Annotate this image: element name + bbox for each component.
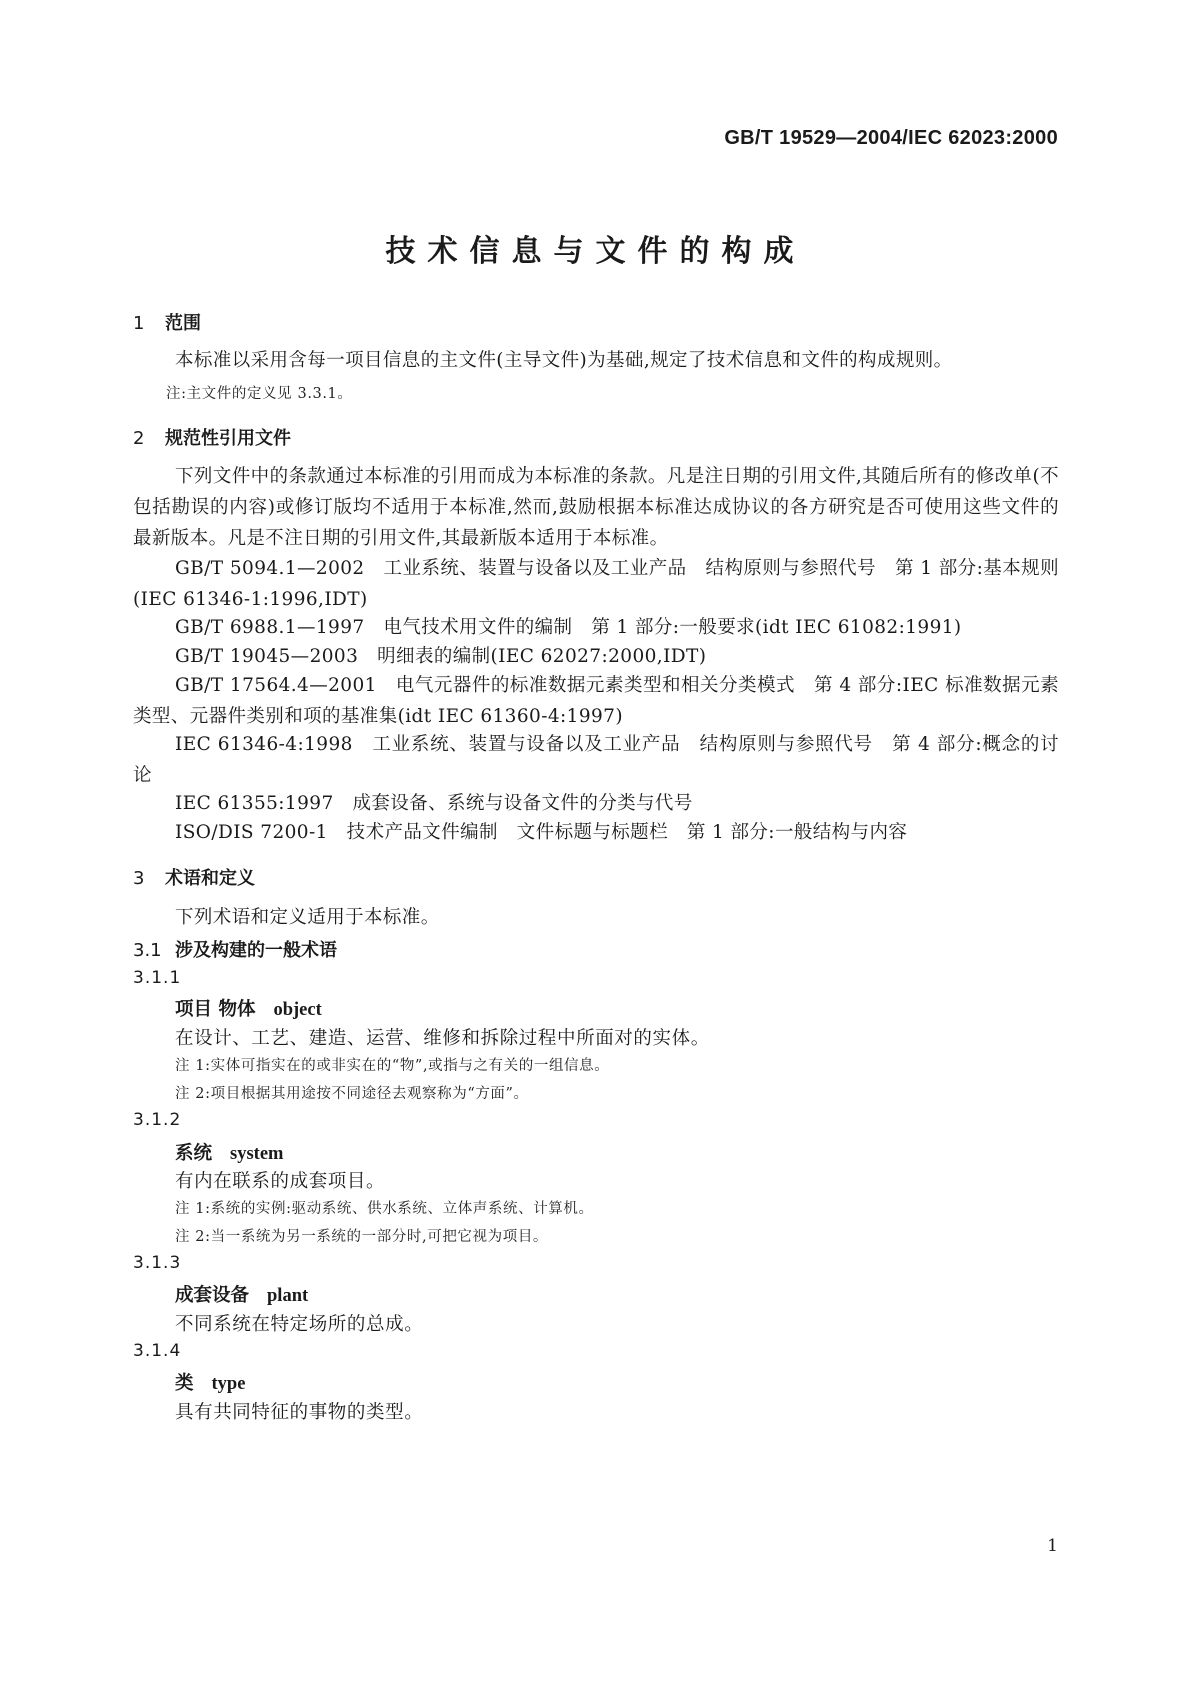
term-number: 3.1.2 (133, 1110, 182, 1130)
term-definition: 在设计、工艺、建造、运营、维修和拆除过程中所面对的实体。 (175, 1028, 710, 1049)
section-number: 2 (133, 428, 145, 449)
section-number: 1 (133, 313, 145, 334)
section-number: 3 (133, 868, 145, 889)
term-name-zh: 项目 物体 (175, 999, 256, 1020)
term-number: 3.1.4 (133, 1341, 182, 1361)
term-note: 注 2:当一系统为另一系统的一部分时,可把它视为项目。 (175, 1229, 549, 1245)
term-name-zh: 系统 (175, 1143, 213, 1164)
term-name-en: plant (267, 1286, 309, 1306)
reference-item: GB/T 6988.1—1997 电气技术用文件的编制 第 1 部分:一般要求(idt IEC 61082:1991) (175, 617, 962, 638)
reference-item: IEC 61355:1997 成套设备、系统与设备文件的分类与代号 (175, 793, 693, 814)
term-name-en: object (273, 1000, 322, 1020)
subsection-3-1-heading (133, 936, 337, 962)
term-number: 3.1.3 (133, 1253, 182, 1273)
section-1-heading (133, 309, 201, 335)
section-1-note: 注:主文件的定义见 3.3.1。 (166, 386, 353, 402)
section-3-heading (133, 864, 255, 890)
reference-item: GB/T 19045—2003 明细表的编制(IEC 62027:2000,IDT) (175, 646, 707, 667)
term-note: 注 1:实体可指实在的或非实在的“物”,或指与之有关的一组信息。 (175, 1058, 610, 1074)
term-note: 注 2:项目根据其用途按不同途径去观察称为“方面”。 (175, 1086, 529, 1102)
section-2-paragraph: 下列文件中的条款通过本标准的引用而成为本标准的条款。凡是注日期的引用文件,其随后所有的修改单(不包括勘误的内容)或修订版均不适用于本标准,然而,鼓励根据本标准达成协议的各方研究是否可使用这些文件的最新版本。凡是不注日期的引用文件,其最新版本适用于本标准。 (133, 466, 1059, 549)
term-name (175, 995, 322, 1021)
term-name-en: system (230, 1144, 284, 1164)
term-name (175, 1281, 308, 1307)
section-2-heading (133, 424, 291, 450)
reference-item: ISO/DIS 7200-1 技术产品文件编制 文件标题与标题栏 第 1 部分:一般结构与内容 (175, 822, 908, 843)
subsection-number: 3.1 (133, 940, 162, 961)
page-number: 1 (1047, 1536, 1058, 1556)
reference-item: GB/T 5094.1—2002 工业系统、装置与设备以及工业产品 结构原则与参照代号 第 1 部分:基本规则(IEC 61346-1:1996,IDT) (133, 558, 1059, 610)
section-title: 范围 (165, 313, 201, 334)
term-name-en: type (211, 1374, 246, 1394)
section-1-paragraph: 本标准以采用含每一项目信息的主文件(主导文件)为基础,规定了技术信息和文件的构成规则。 (175, 350, 953, 371)
section-title: 规范性引用文件 (165, 428, 291, 449)
reference-item: IEC 61346-4:1998 工业系统、装置与设备以及工业产品 结构原则与参照代号 第 4 部分:概念的讨论 (133, 734, 1059, 786)
term-name-zh: 类 (175, 1373, 194, 1394)
section-3-paragraph: 下列术语和定义适用于本标准。 (175, 907, 440, 928)
term-name (175, 1139, 283, 1165)
term-definition: 有内在联系的成套项目。 (175, 1171, 386, 1192)
reference-item: GB/T 17564.4—2001 电气元器件的标准数据元素类型和相关分类模式 第 4 部分:IEC 标准数据元素类型、元器件类别和项的基准集(idt IEC 61360-4:1997) (133, 675, 1059, 727)
document-title: 技术信息与文件的构成 (385, 234, 806, 269)
term-name (175, 1369, 245, 1395)
term-definition: 不同系统在特定场所的总成。 (175, 1314, 424, 1335)
term-number: 3.1.1 (133, 968, 182, 988)
standard-code: GB/T 19529—2004/IEC 62023:2000 (724, 127, 1058, 149)
term-name-zh: 成套设备 (175, 1285, 250, 1306)
term-note: 注 1:系统的实例:驱动系统、供水系统、立体声系统、计算机。 (175, 1201, 594, 1217)
subsection-title: 涉及构建的一般术语 (175, 940, 337, 961)
term-definition: 具有共同特征的事物的类型。 (175, 1402, 424, 1423)
section-title: 术语和定义 (165, 868, 255, 889)
